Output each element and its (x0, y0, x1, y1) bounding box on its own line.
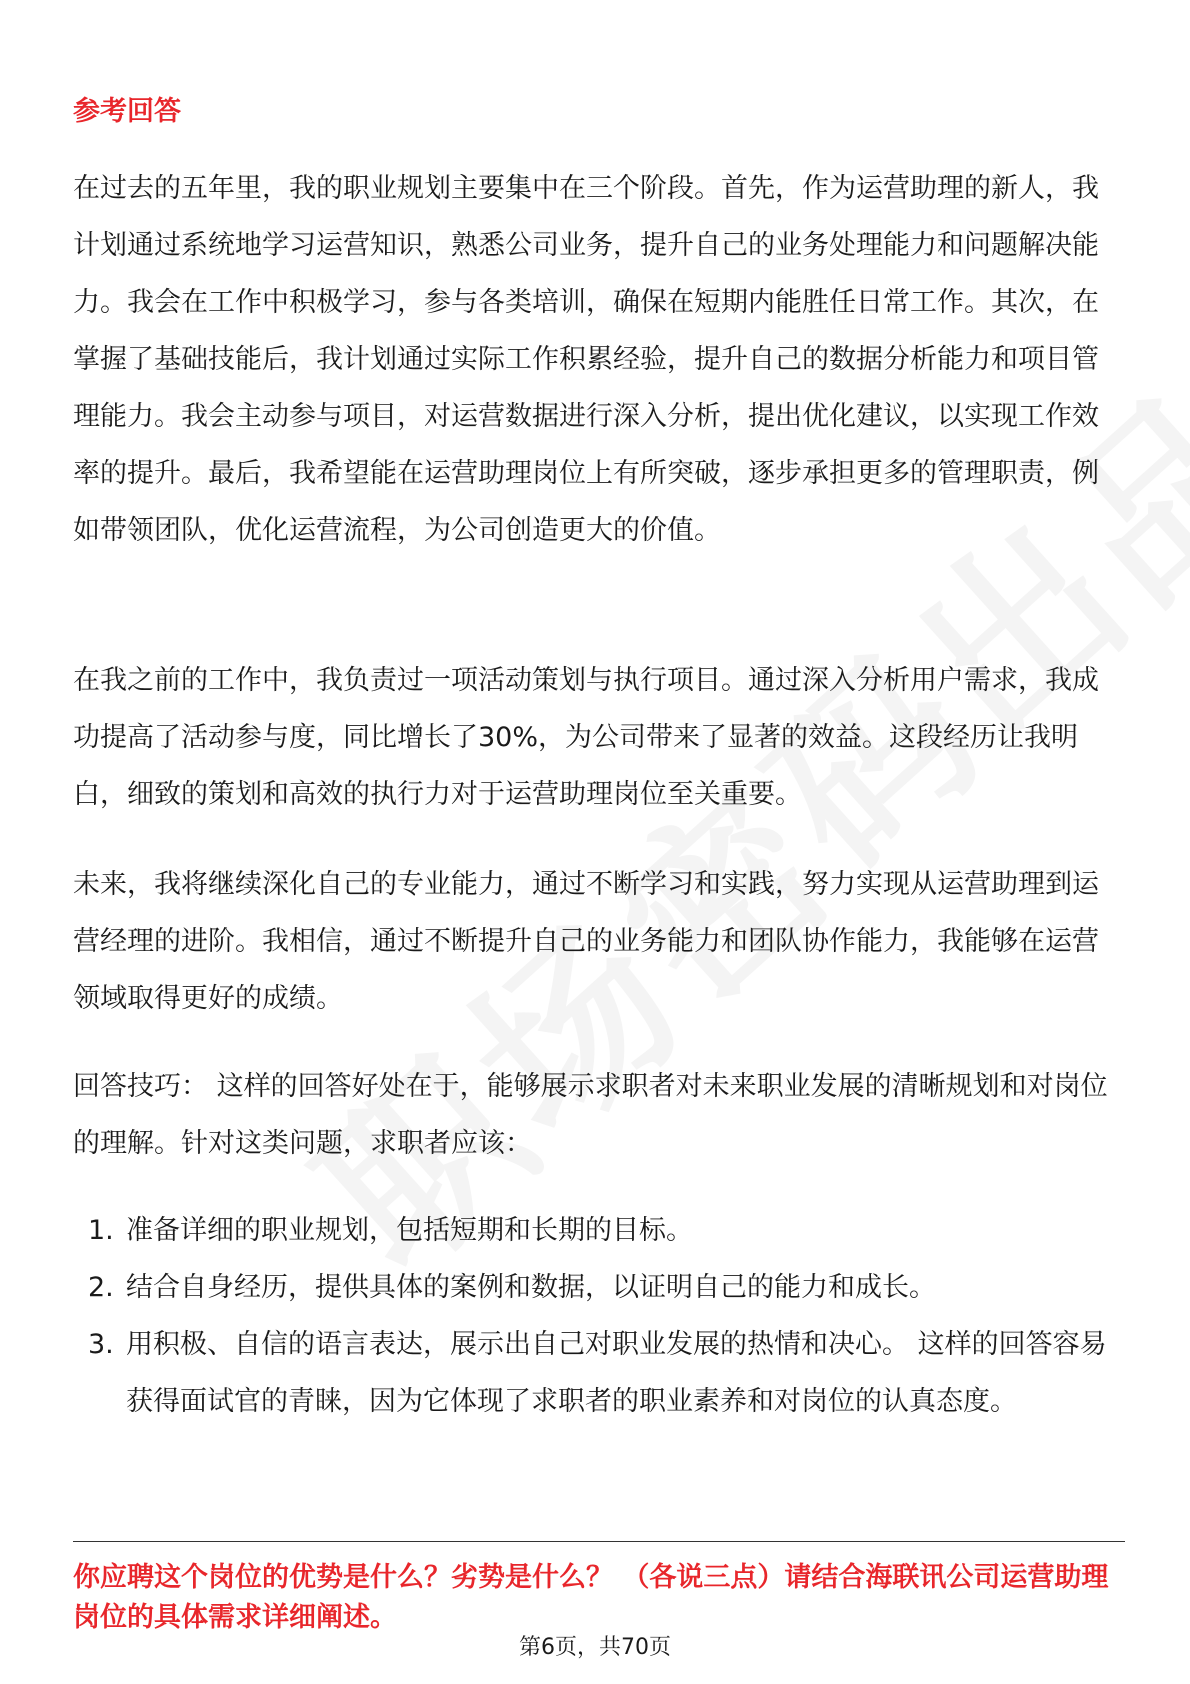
list-item-number: 1. (88, 1215, 114, 1246)
list-item (73, 1202, 1123, 1259)
list-item-text: 准备详细的职业规划，包括短期和长期的目标。 (126, 1215, 693, 1246)
list-item-number: 3. (88, 1329, 114, 1360)
section-divider (73, 1541, 1125, 1542)
next-question: 你应聘这个岗位的优势是什么？劣势是什么？ （各说三点）请结合海联讯公司运营助理岗位的具体需求详细阐述。 (73, 1562, 1109, 1633)
list-item (73, 1259, 1123, 1316)
list-item-text: 结合自身经历，提供具体的案例和数据，以证明自己的能力和成长。 (126, 1272, 936, 1303)
section-title: 参考回答 (73, 96, 181, 127)
page-number-footer: 第6页，共70页 (519, 1635, 671, 1660)
list-item-number: 2. (88, 1272, 114, 1303)
answer-paragraph-3: 未来，我将继续深化自己的专业能力，通过不断学习和实践，努力实现从运营助理到运营经理的进阶。我相信，通过不断提升自己的业务能力和团队协作能力，我能够在运营领域取得更好的成绩。 (73, 869, 1099, 1014)
list-item-text: 用积极、自信的语言表达，展示出自己对职业发展的热情和决心。 这样的回答容易获得面试官的青睐，因为它体现了求职者的职业素养和对岗位的认真态度。 (126, 1329, 1107, 1417)
answer-tips-paragraph: 回答技巧： 这样的回答好处在于，能够展示求职者对未来职业发展的清晰规划和对岗位的理解。针对这类问题，求职者应该： (73, 1071, 1108, 1159)
tips-list (73, 1202, 1123, 1430)
answer-paragraph-1: 在过去的五年里，我的职业规划主要集中在三个阶段。首先，作为运营助理的新人，我计划通过系统地学习运营知识，熟悉公司业务，提升自己的业务处理能力和问题解决能力。我会在工作中积极学习，参与各类培训，确保在短期内能胜任日常工作。其次，在掌握了基础技能后，我计划通过实际工作积累经验，提升自己的数据分析能力和项目管理能力。我会主动参与项目，对运营数据进行深入分析，提出优化建议，以实现工作效率的提升。最后，我希望能在运营助理岗位上有所突破，逐步承担更多的管理职责，例如带领团队，优化运营流程，为公司创造更大的价值。 (73, 173, 1099, 546)
answer-paragraph-2: 在我之前的工作中，我负责过一项活动策划与执行项目。通过深入分析用户需求，我成功提高了活动参与度，同比增长了30%，为公司带来了显著的效益。这段经历让我明白，细致的策划和高效的执行力对于运营助理岗位至关重要。 (73, 665, 1099, 810)
list-item (73, 1316, 1123, 1430)
